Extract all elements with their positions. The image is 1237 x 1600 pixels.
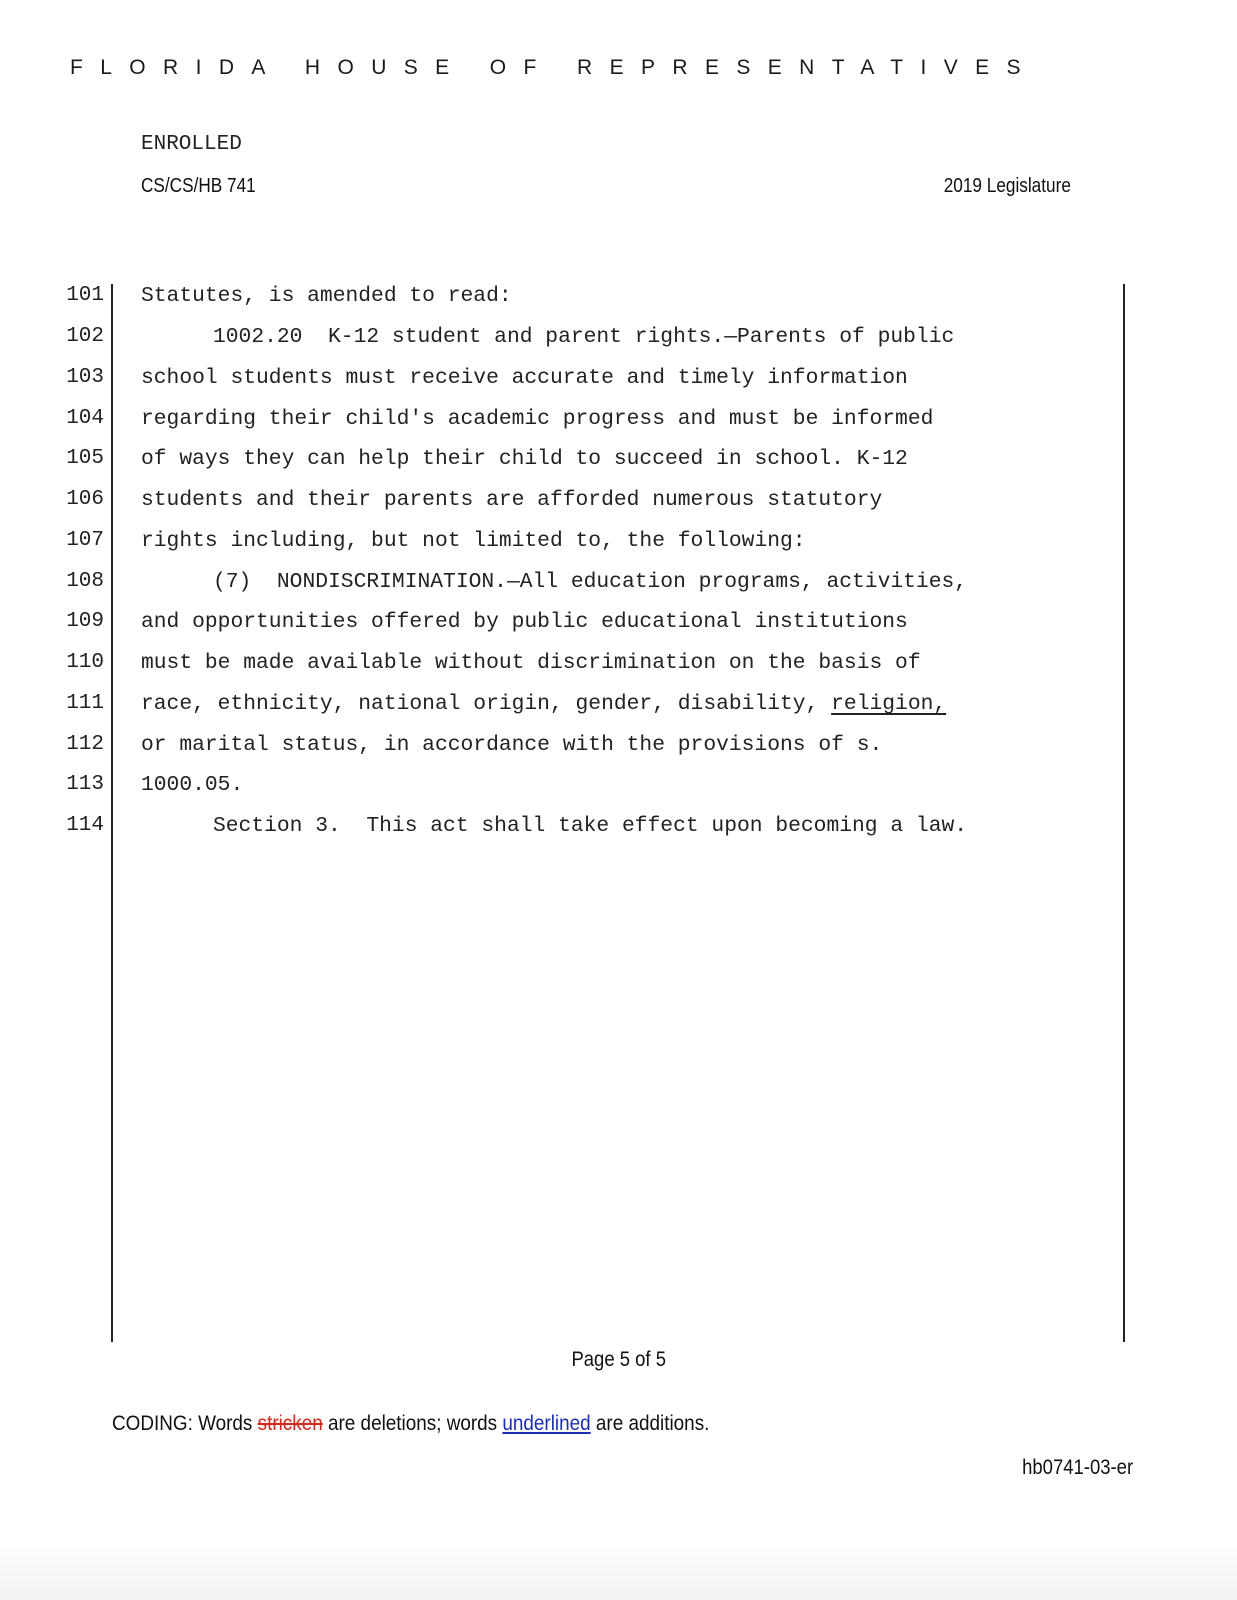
enrolled-status: ENROLLED: [141, 133, 242, 156]
line-text: (7) NONDISCRIMINATION.—All education programs, activities,: [213, 570, 968, 594]
bill-line: [0, 529, 1237, 570]
line-text: Statutes, is amended to read:: [141, 284, 512, 308]
bill-line: [0, 284, 1237, 325]
line-text: race, ethnicity, national origin, gender, disability,: [141, 692, 832, 716]
line-text: students and their parents are afforded numerous statutory: [141, 488, 883, 512]
line-number: 113: [66, 773, 104, 796]
inserted-text: religion,: [831, 692, 947, 716]
coding-prefix: CODING: Words: [112, 1412, 258, 1435]
bill-line: [0, 733, 1237, 774]
bill-number: CS/CS/HB 741: [141, 175, 256, 197]
line-number: 105: [66, 447, 104, 470]
bill-line: [0, 814, 1237, 855]
bill-line: [0, 651, 1237, 692]
line-number: 112: [66, 733, 104, 756]
line-number: 110: [66, 651, 104, 674]
line-number: 102: [66, 325, 104, 348]
bill-line: [0, 488, 1237, 529]
line-text: or marital status, in accordance with the provisions of s.: [141, 733, 883, 757]
legislature-year: 2019 Legislature: [943, 175, 1071, 197]
house-title: FLORIDA HOUSE OF REPRESENTATIVES: [70, 56, 1038, 79]
coding-legend: [112, 1412, 709, 1436]
bill-line: [0, 366, 1237, 407]
line-text: school students must receive accurate and timely information: [141, 366, 908, 390]
page-number-text: Page 5 of 5: [571, 1348, 666, 1371]
line-number: 109: [66, 610, 104, 633]
line-number: 114: [66, 814, 104, 837]
bill-line: [0, 692, 1237, 733]
coding-stricken-sample: stricken: [257, 1412, 323, 1435]
page-number: [0, 1348, 1237, 1372]
line-text: 1002.20 K-12 student and parent rights.—Parents of public: [213, 325, 955, 349]
line-number: 101: [66, 284, 104, 307]
line-text-with-insertion: [141, 692, 946, 716]
bill-line: [0, 325, 1237, 366]
line-text: 1000.05.: [141, 773, 244, 797]
line-text: Section 3. This act shall take effect upon becoming a law.: [213, 814, 968, 838]
line-text: and opportunities offered by public educational institutions: [141, 610, 908, 634]
line-text: of ways they can help their child to succeed in school. K-12: [141, 447, 908, 471]
line-text: must be made available without discrimination on the basis of: [141, 651, 921, 675]
bill-line: [0, 773, 1237, 814]
line-number: 111: [66, 692, 104, 715]
line-number: 107: [66, 529, 104, 552]
line-text: rights including, but not limited to, the following:: [141, 529, 806, 553]
line-number: 106: [66, 488, 104, 511]
coding-suffix: are additions.: [590, 1412, 710, 1435]
line-text: regarding their child's academic progress and must be informed: [141, 407, 934, 431]
coding-underlined-sample: underlined: [502, 1412, 591, 1435]
bill-line: [0, 407, 1237, 448]
line-number: 103: [66, 366, 104, 389]
bill-line: [0, 447, 1237, 488]
coding-middle: are deletions; words: [322, 1412, 503, 1435]
bill-line: [0, 570, 1237, 611]
document-file-id: hb0741-03-er: [1022, 1456, 1133, 1479]
line-number: 104: [66, 407, 104, 430]
bill-line: [0, 610, 1237, 651]
line-number: 108: [66, 570, 104, 593]
page-bottom-shade: [0, 1540, 1237, 1600]
